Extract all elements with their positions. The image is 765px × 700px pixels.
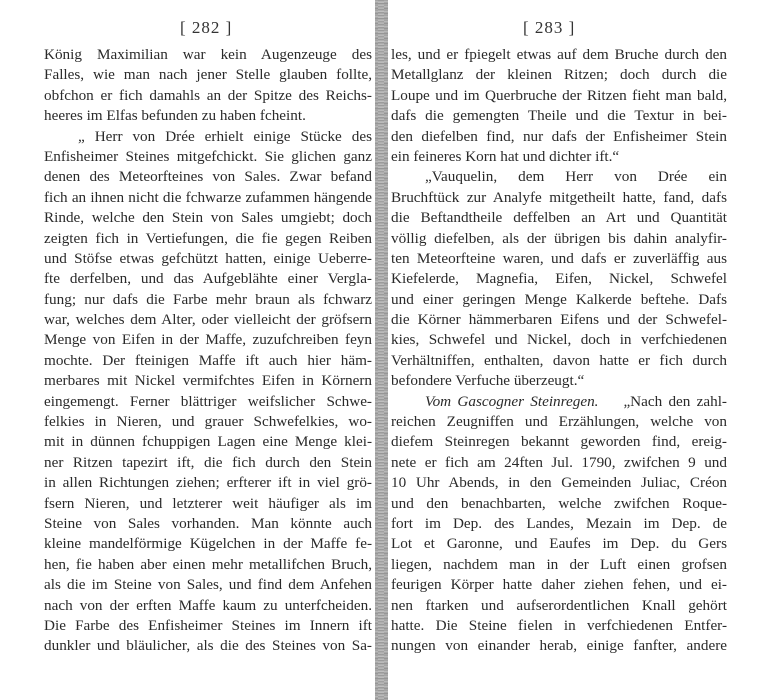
text-line: völlig diefelben, als der übrigen bis dahin analyfir-: [391, 229, 727, 247]
text-line: eingemengt. Ferner blättriger weifslicher Schwe-: [44, 392, 372, 410]
right-page-text: [391, 45, 727, 657]
text-line: den diefelben find, nur dafs der Enfisheimer Stein: [391, 127, 727, 145]
text-line: dunkler und bläulicher, als die des Steines von Sa-: [44, 637, 372, 655]
paragraph-start: „ Herr von Drée erhielt einige Stücke des: [78, 127, 372, 145]
text-line: als die im Steine von Sales, und find dem Anfehen: [44, 576, 372, 594]
text-line: Kiefelerde, Magnefia, Eifen, Nickel, Schwefel: [391, 270, 727, 288]
text-line: König Maximilian war kein Augenzeuge des: [44, 46, 372, 63]
book-spine: [375, 0, 388, 700]
text-line: fsern Nieren, und letzterer weit häufiger als im: [44, 494, 372, 512]
text-line: die Beftandtheile deffelben an Art und Quantität: [391, 209, 727, 227]
text-line: nen ftarken und aufserordentlichen Knall gehört: [391, 596, 727, 614]
text-line: Lot et Garonne, und Eaufes im Dep. du Gers: [391, 535, 727, 553]
text-line: dafs die gemengten Theile und die Textur in bei-: [391, 107, 727, 125]
text-line: felkies in Nieren, und grauer Schwefelkies, wo-: [44, 413, 372, 431]
text-line: Verhältniffen, enthalten, davon hatte er fich durch: [391, 351, 727, 369]
text-line: Bruchftück zur Analyfe mitgetheilt hatte, fand, dafs: [391, 188, 727, 206]
text-line: ten Meteorfteine waren, und dafs er zuverläffig aus: [391, 249, 727, 267]
text-line: befondere Verfuche überzeugt.“: [391, 372, 585, 390]
paragraph-start: „Vauquelin, dem Herr von Drée ein: [425, 168, 727, 186]
text-line: die Körner hämmerbaren Eifens und der Schwefel-: [391, 311, 727, 329]
page-number-left: [ 282 ]: [180, 18, 233, 37]
section-heading-line: [391, 392, 727, 412]
text-line: fung; nur dafs die Farbe mehr braun als fchwarz: [44, 290, 372, 308]
text-line: zeigten fich in Vertiefungen, die fie gegen Reiben: [44, 229, 372, 247]
section-heading: Vom Gascogner Steinregen.: [425, 392, 599, 410]
text-line: in allen Richtungen ziehen; erfterer ift in viel grö-: [44, 474, 372, 492]
left-page-text: [44, 45, 372, 657]
text-line: nach von der erften Maffe kaum zu unterfcheiden.: [44, 596, 372, 614]
text-line: und einer geringen Menge Kalkerde beftehe. Dafs: [391, 290, 727, 308]
text-line: merbares mit Nickel vermifchtes Eifen in Körnern: [44, 372, 372, 390]
text-line: heeres im Elfas befunden zu haben fcheint.: [44, 107, 306, 125]
text-line: Rinde, welche den Stein von Sales umgiebt; doch: [44, 209, 372, 227]
text-line: „Nach den zahl-: [623, 392, 727, 410]
text-line: diefem Steinregen bekannt geworden find, ereig-: [391, 433, 727, 451]
text-line: Enfisheimer Steines mitgefchickt. Sie glichen ganz: [44, 147, 372, 165]
text-line: kies, Schwefel und Nickel, doch in verfchiedenen: [391, 331, 727, 349]
text-line: kleine mandelförmige Kügelchen in der Maffe fe-: [44, 535, 372, 553]
text-line: les, und er fpiegelt etwas auf dem Bruche durch den: [391, 46, 727, 63]
text-line: ein feineres Korn hat und dichter ift.“: [391, 147, 620, 165]
text-line: hen, fie haben aber einen mehr metallifchen Bruch,: [44, 555, 372, 573]
text-line: liegen, nachdem man in der Luft einen grofsen: [391, 555, 727, 573]
right-page: [388, 0, 765, 700]
text-line: Steine von Sales vorhanden. Man könnte auch: [44, 514, 372, 532]
text-line: und Stöfse etwas gefchützt hatten, einige Ueberre-: [44, 249, 372, 267]
text-line: Loupe und im Querbruche der Ritzen fieht man bald,: [391, 86, 727, 104]
text-line: fich an ihnen nicht die fchwarze zufammen hängende: [44, 188, 372, 206]
text-line: mochte. Der fteinigen Maffe ift auch hier häm-: [44, 351, 372, 369]
text-line: war, welches dem Alter, oder vielleicht der gröfsern: [44, 311, 372, 329]
text-line: reichen Zeugniffen und Erzählungen, welche von: [391, 413, 727, 431]
text-line: fort im Dep. des Landes, Mezain im Dep. de: [391, 514, 727, 532]
text-line: und den benachbarten, welche zwifchen Roque-: [391, 494, 727, 512]
page-number-right: [ 283 ]: [523, 18, 576, 37]
text-line: obfchon er fich damahls an der Spitze des Reichs-: [44, 86, 372, 104]
left-page: [0, 0, 378, 700]
text-line: feurigen Körper hatte daher ziehen fehen, und ei-: [391, 576, 727, 594]
text-line: hatte. Die Steine fielen in verfchiedenen Entfer-: [391, 616, 727, 634]
text-line: denen des Meteorfteines von Sales. Zwar befand: [44, 168, 372, 186]
text-line: Falles, wie man nach jener Stelle glauben follte,: [44, 66, 372, 84]
text-line: Menge von Eifen in der Maffe, zuzufchreiben feyn: [44, 331, 372, 349]
text-line: Metallglanz der kleinen Ritzen; doch durch die: [391, 66, 727, 84]
text-line: Die Farbe des Enfisheimer Steines im Innern ift: [44, 616, 372, 634]
text-line: fte derfelben, und das Aufgeblähte einer Vergla-: [44, 270, 372, 288]
text-line: nungen von einander herab, einige fanfter, andere: [391, 637, 727, 655]
text-line: mit in dünnen fchuppigen Lagen eine Menge klei-: [44, 433, 372, 451]
text-line: ner Ritzen tapezirt ift, die fich durch den Stein: [44, 453, 372, 471]
text-line: nete er fich am 24ften Jul. 1790, zwifchen 9 und: [391, 453, 727, 471]
text-line: 10 Uhr Abends, in den Gemeinden Juliac, Créon: [391, 474, 727, 492]
